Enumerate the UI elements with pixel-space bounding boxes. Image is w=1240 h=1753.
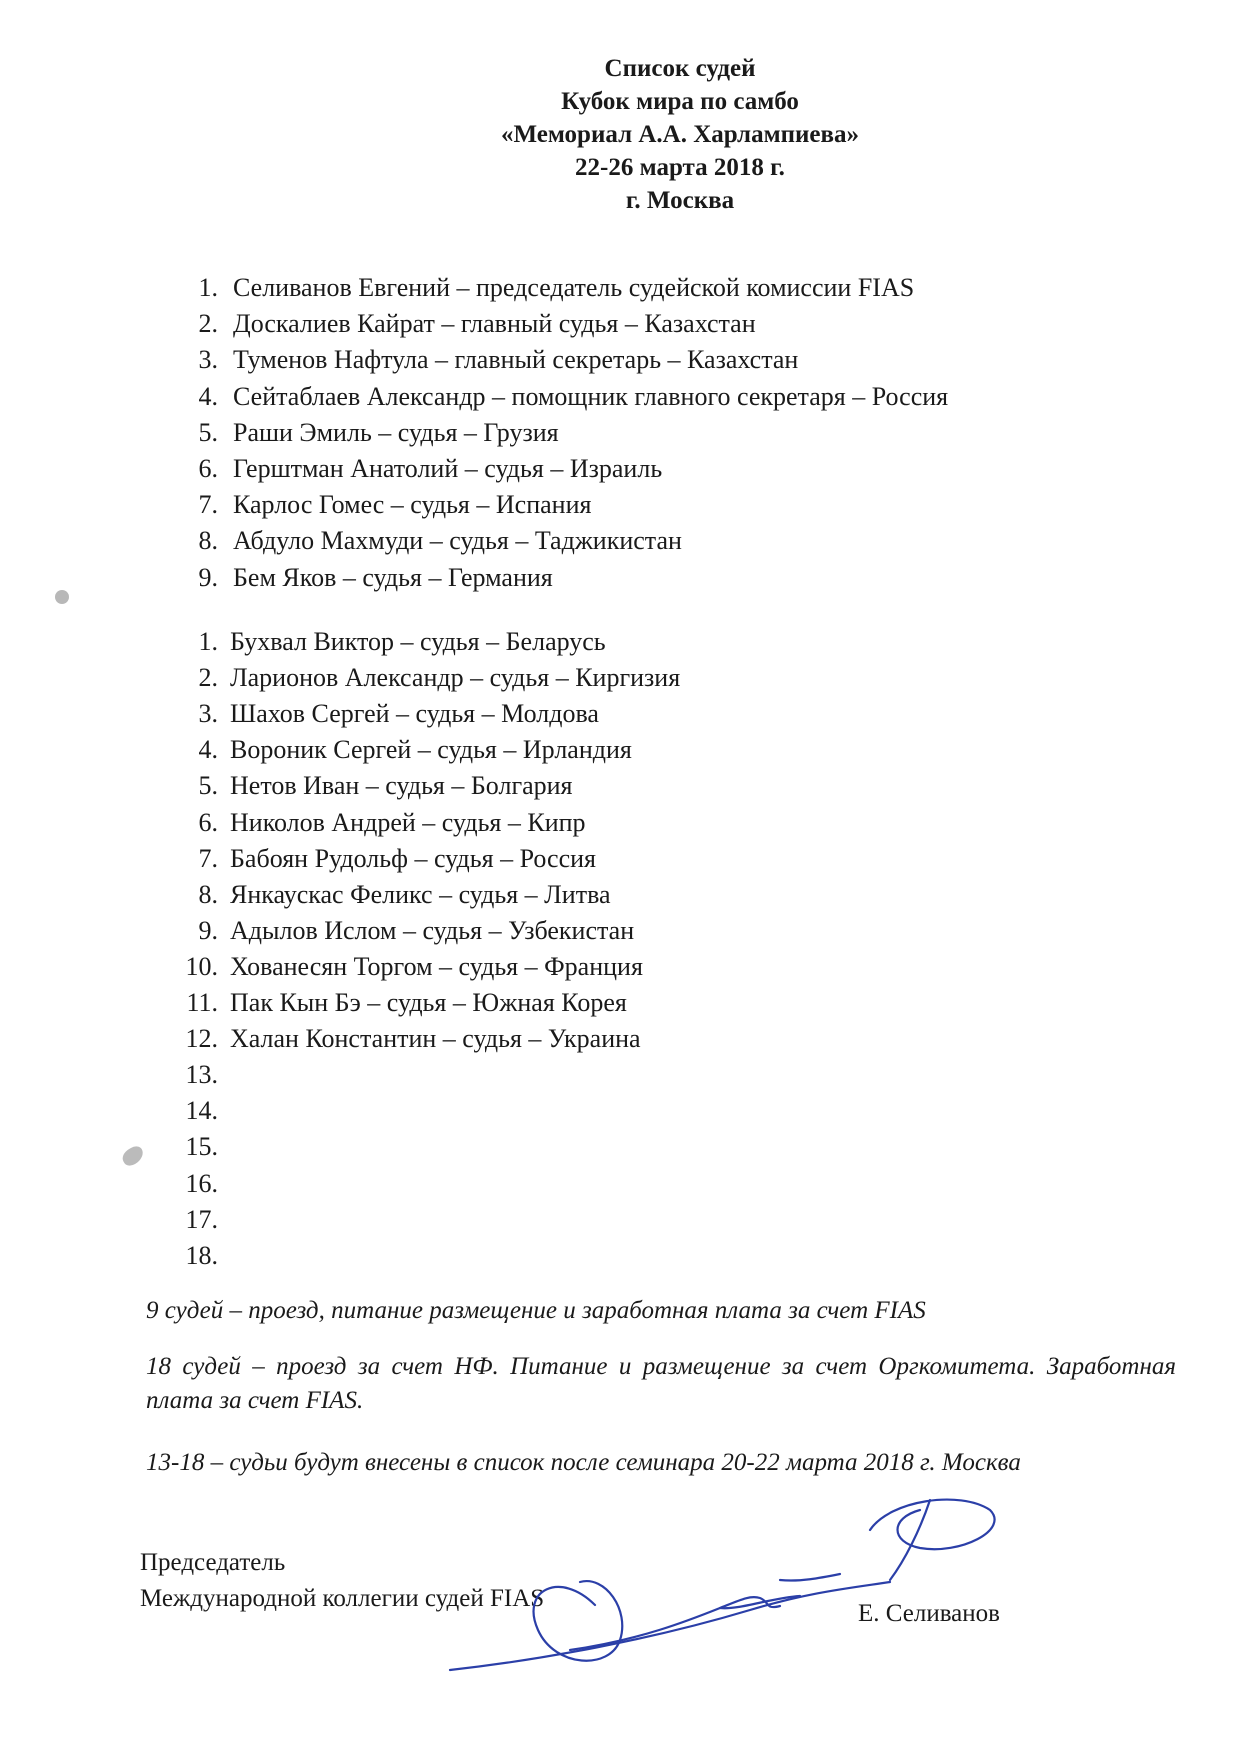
list-item-text: Шахов Сергей – судья – Молдова <box>230 699 599 729</box>
note-fias-expenses: 9 судей – проезд, питание размещение и заработная плата за счет FIAS <box>146 1297 926 1324</box>
judge-list-item <box>178 735 632 765</box>
list-item-number: 14. <box>185 1096 218 1126</box>
signatory-title-line2: Международной коллегии судей FIAS <box>140 1585 545 1612</box>
list-item-text: Селиванов Евгений – председатель судейской комиссии FIAS <box>233 273 915 302</box>
judge-list-item <box>178 418 559 448</box>
list-item-number: 5. <box>198 771 218 801</box>
judge-list-item <box>178 844 596 874</box>
list-item-text: Герштман Анатолий – судья – Израиль <box>233 454 663 483</box>
list-item-number: 13. <box>185 1060 218 1090</box>
judge-list-item <box>178 1132 230 1162</box>
list-item-number: 17. <box>185 1204 218 1234</box>
list-item-number: 16. <box>185 1168 218 1198</box>
judge-list-item <box>178 663 680 693</box>
list-item-text: Нетов Иван – судья – Болгария <box>230 771 573 801</box>
judge-list-item <box>178 490 591 520</box>
header-city: г. Москва <box>625 187 735 214</box>
handwritten-signature <box>420 1470 1040 1690</box>
list-item-number: 1. <box>198 273 218 302</box>
list-item-text: Николов Андрей – судья – Кипр <box>230 807 586 837</box>
judge-list-item <box>178 273 914 303</box>
header-event: Кубок мира по самбо <box>561 88 799 115</box>
judge-list-item <box>178 563 553 593</box>
list-item-number: 8. <box>198 526 218 556</box>
list-item-number: 11. <box>186 988 218 1017</box>
judge-list-item <box>178 952 643 982</box>
judge-list-item <box>178 988 627 1018</box>
list-item-text: Хованесян Торгом – судья – Франция <box>230 951 643 981</box>
list-item-text: Карлос Гомес – судья – Испания <box>233 490 592 520</box>
document-header <box>0 52 1240 217</box>
judge-list-item <box>178 771 573 801</box>
list-item-text: Доскалиев Кайрат – главный судья – Казахстан <box>233 309 756 339</box>
list-item-number: 3. <box>198 699 218 729</box>
judge-list-item <box>178 1060 230 1090</box>
judge-list-item <box>178 526 682 556</box>
list-item-number: 2. <box>198 309 218 339</box>
list-item-number: 5. <box>198 417 218 447</box>
list-item-number: 1. <box>198 627 218 656</box>
scan-smudge <box>119 1144 146 1169</box>
list-item-number: 3. <box>198 345 218 375</box>
judge-list-item <box>178 382 948 412</box>
list-item-text: Адылов Ислом – судья – Узбекистан <box>230 915 635 945</box>
signatory-name: Е. Селиванов <box>858 1600 1000 1627</box>
list-item-number: 4. <box>198 735 218 765</box>
list-item-number: 8. <box>198 879 218 909</box>
list-item-number: 6. <box>198 807 218 837</box>
scan-speck <box>55 590 69 604</box>
judge-list-item <box>178 699 599 729</box>
list-item-number: 9. <box>198 915 218 945</box>
list-item-number: 7. <box>198 843 218 873</box>
list-item-text: Туменов Нафтула – главный секретарь – Казахстан <box>233 345 799 375</box>
list-item-text: Бухвал Виктор – судья – Беларусь <box>230 627 606 656</box>
list-item-text: Вороник Сергей – судья – Ирландия <box>230 735 632 765</box>
list-item-number: 18. <box>185 1240 218 1270</box>
header-memorial: «Мемориал А.А. Харлампиева» <box>500 121 860 148</box>
list-item-number: 12. <box>185 1024 218 1054</box>
list-item-text: Сейтаблаев Александр – помощник главного секретаря – Россия <box>233 381 949 411</box>
list-item-number: 9. <box>198 562 218 592</box>
header-title: Список судей <box>604 55 756 82</box>
list-item-text: Абдуло Махмуди – судья – Таджикистан <box>233 526 682 556</box>
list-item-number: 2. <box>198 663 218 693</box>
note-seminar: 13-18 – судьи будут внесены в список после семинара 20-22 марта 2018 г. Москва <box>146 1449 1021 1476</box>
judge-list-item <box>178 345 798 375</box>
list-item-number: 4. <box>198 381 218 411</box>
judge-list-item <box>178 1205 230 1235</box>
judge-list-item <box>178 808 586 838</box>
list-item-text: Ларионов Александр – судья – Киргизия <box>230 663 681 693</box>
judge-list-item <box>178 1241 230 1271</box>
list-item-number: 15. <box>185 1132 218 1162</box>
judge-list-item <box>178 880 611 910</box>
list-item-number: 7. <box>198 490 218 520</box>
judge-list-item <box>178 627 606 657</box>
list-item-text: Янкаускас Феликс – судья – Литва <box>230 879 611 909</box>
header-dates: 22-26 марта 2018 г. <box>575 154 785 181</box>
judge-list-item <box>178 454 662 484</box>
list-item-text: Пак Кын Бэ – судья – Южная Корея <box>230 988 627 1017</box>
judge-list-item <box>178 1169 230 1199</box>
list-item-text: Бем Яков – судья – Германия <box>233 562 553 592</box>
list-item-number: 6. <box>198 454 218 483</box>
list-item-number: 10. <box>185 951 218 981</box>
judge-list-item <box>178 309 756 339</box>
list-item-text: Раши Эмиль – судья – Грузия <box>233 417 559 447</box>
judge-list-item <box>178 1024 641 1054</box>
list-item-text: Бабоян Рудольф – судья – Россия <box>230 843 596 873</box>
signatory-title-line1: Председатель <box>140 1549 286 1576</box>
judge-list-item <box>178 916 634 946</box>
judge-list-item <box>178 1096 230 1126</box>
note-nf-expenses: 18 судей – проезд за счет НФ. Питание и размещение за счет Оргкомитета. Заработная плата за счет FIAS. <box>146 1353 1176 1414</box>
list-item-text: Халан Константин – судья – Украина <box>230 1024 641 1054</box>
